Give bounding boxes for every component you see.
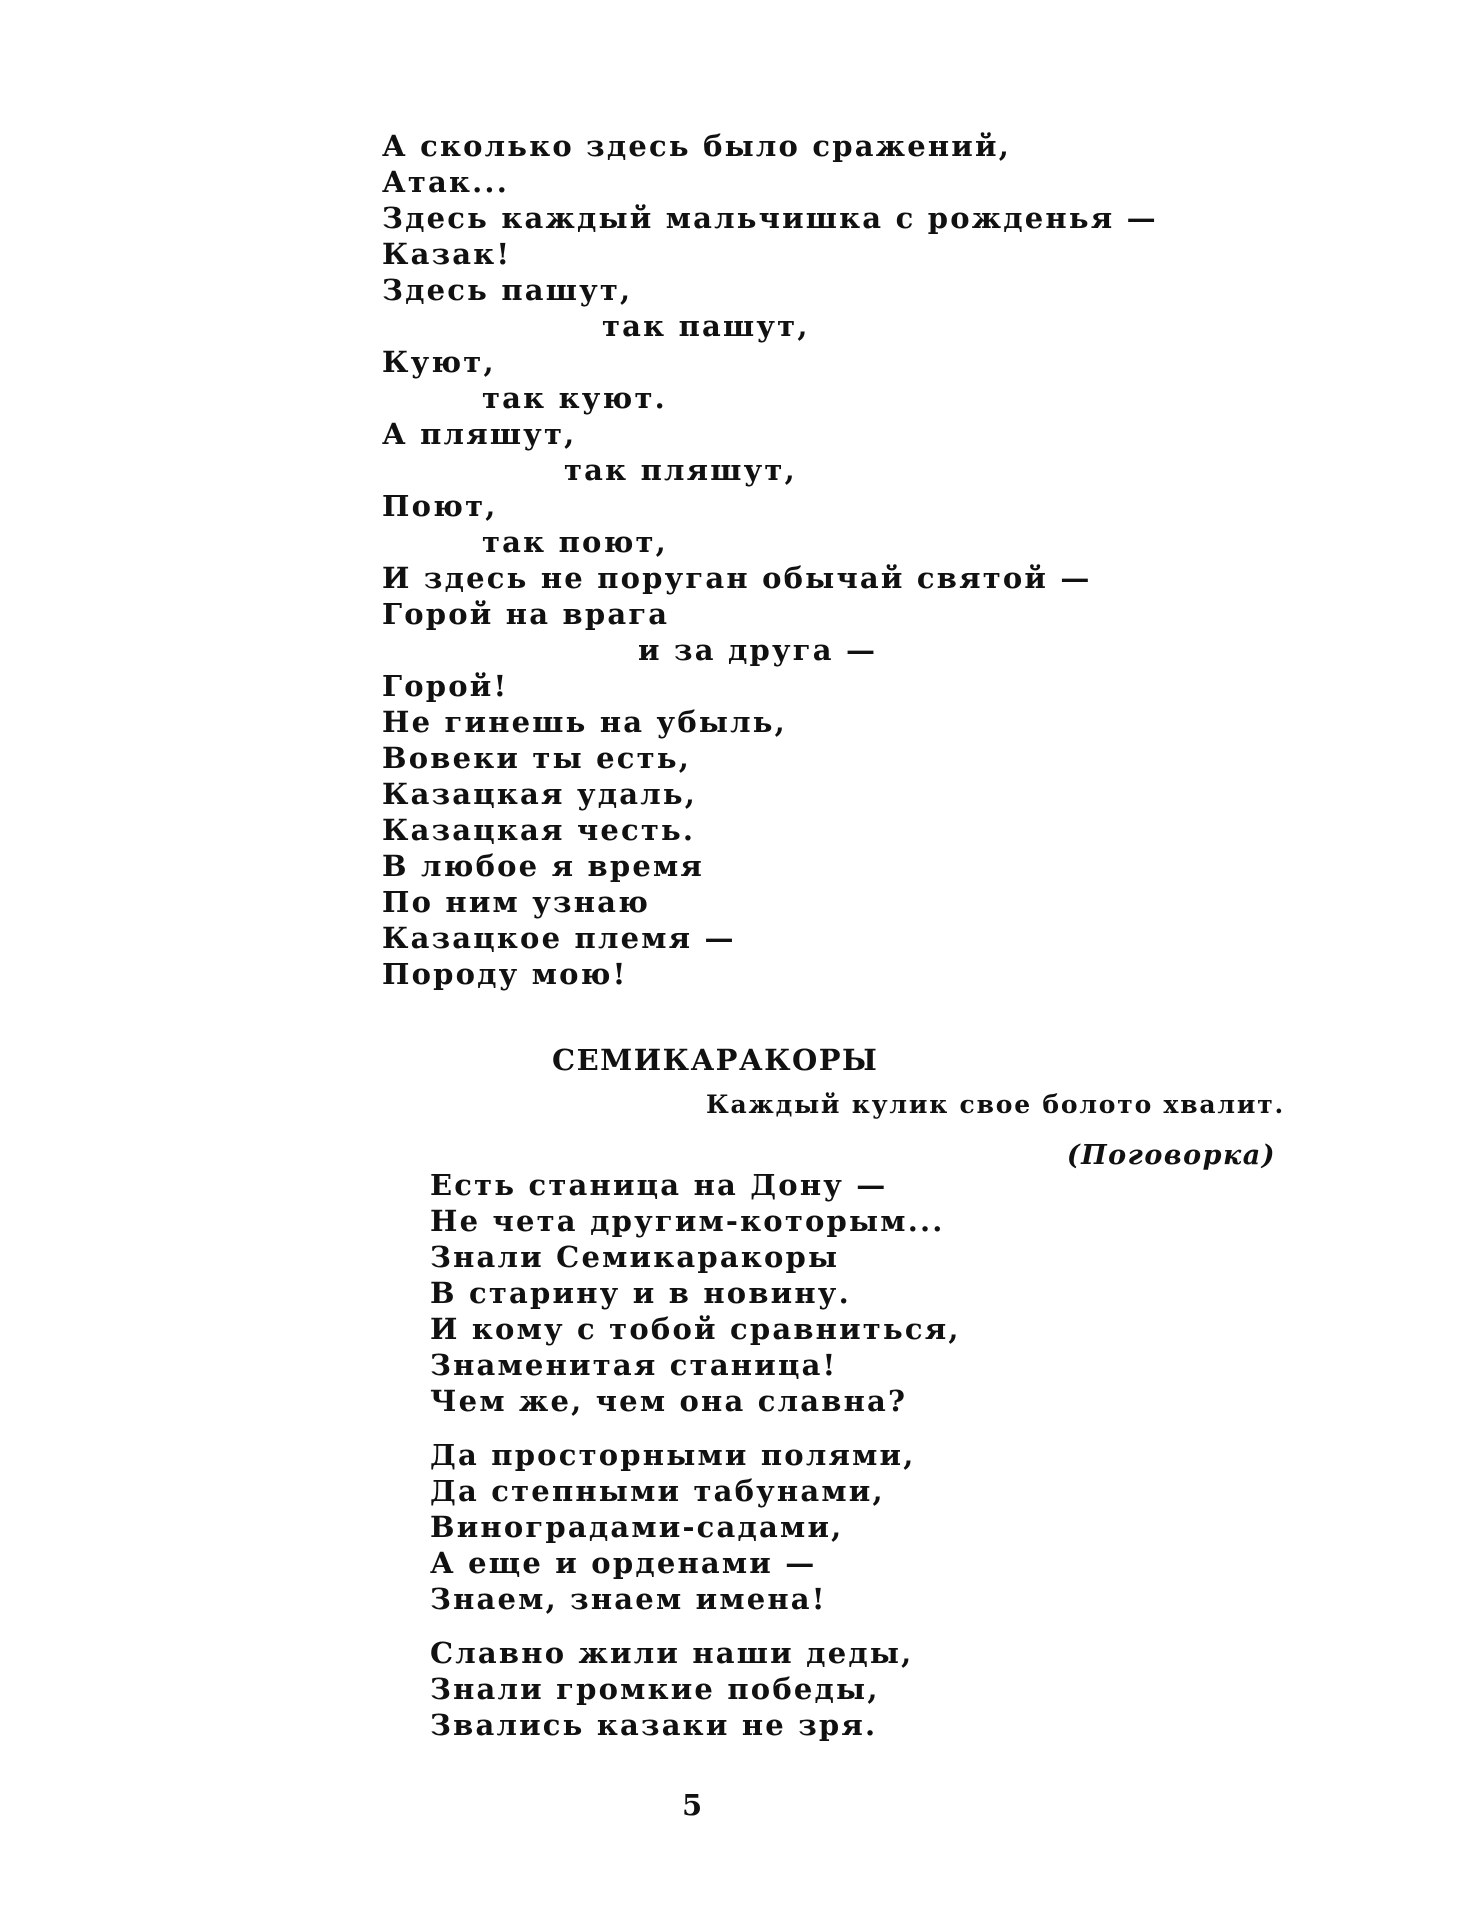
poem-continuation — [382, 128, 1158, 992]
poem-line: Поют, — [382, 489, 498, 523]
poem-line: Виноградами-садами, — [430, 1510, 844, 1544]
poem-line: Вовеки ты есть, — [382, 741, 691, 775]
poem-line: Здесь пашут, — [382, 273, 633, 307]
poem-line: А сколько здесь было сражений, — [382, 129, 1011, 163]
poem-line: И кому с тобой сравниться, — [430, 1312, 961, 1346]
poem-line: Есть станица на Дону — — [430, 1168, 888, 1202]
poem-line: Казацкая честь. — [382, 813, 696, 847]
poem-line: Здесь каждый мальчишка с рожденья — — [382, 201, 1158, 235]
poem-line: Горой! — [382, 669, 509, 703]
poem-line: Казак! — [382, 237, 512, 271]
poem-line: А пляшут, — [382, 417, 577, 451]
poem-line: так пашут, — [602, 309, 810, 343]
stanza-gap — [430, 1617, 961, 1635]
stanza-gap — [430, 1419, 961, 1437]
epigraph: Каждый кулик свое болото хвалит. — [706, 1090, 1285, 1119]
page-number: 5 — [682, 1788, 703, 1822]
poem-line: Чем же, чем она славна? — [430, 1384, 908, 1418]
poem-line: так пляшут, — [564, 453, 797, 487]
poem-line: А еще и орденами — — [430, 1546, 817, 1580]
poem-line: Знали громкие победы, — [430, 1672, 880, 1706]
poem-line: Знаменитая станица! — [430, 1348, 838, 1382]
poem-line: Славно жили наши деды, — [430, 1636, 914, 1670]
poem-line: Атак... — [382, 165, 510, 199]
poem-semikarakory — [430, 1167, 961, 1743]
epigraph-source: (Поговорка) — [1066, 1140, 1276, 1171]
poem-line: Казацкая удаль, — [382, 777, 698, 811]
poem-line: По ним узнаю — [382, 885, 651, 919]
poem-line: Не чета другим-которым... — [430, 1204, 945, 1238]
poem-line: Породу мою! — [382, 957, 628, 991]
poem-line: так поют, — [482, 525, 668, 559]
poem-line: и за друга — — [638, 633, 878, 667]
poem-line: Не гинешь на убыль, — [382, 705, 787, 739]
poem-line: Звались казаки не зря. — [430, 1708, 878, 1742]
poem-line: Да просторными полями, — [430, 1438, 916, 1472]
poem-line: Горой на врага — [382, 597, 670, 631]
poem-line: И здесь не поруган обычай святой — — [382, 561, 1092, 595]
poem-line: Знали Семикаракоры — [430, 1240, 840, 1274]
poem-line: В старину и в новину. — [430, 1276, 851, 1310]
poem-line: Да степными табунами, — [430, 1474, 885, 1508]
poem-line: Куют, — [382, 345, 496, 379]
poem-line: Казацкое племя — — [382, 921, 736, 955]
poem-title: СЕМИКАРАКОРЫ — [552, 1043, 879, 1077]
poem-line: так куют. — [482, 381, 667, 415]
poem-line: В любое я время — [382, 849, 705, 883]
poem-line: Знаем, знаем имена! — [430, 1582, 827, 1616]
